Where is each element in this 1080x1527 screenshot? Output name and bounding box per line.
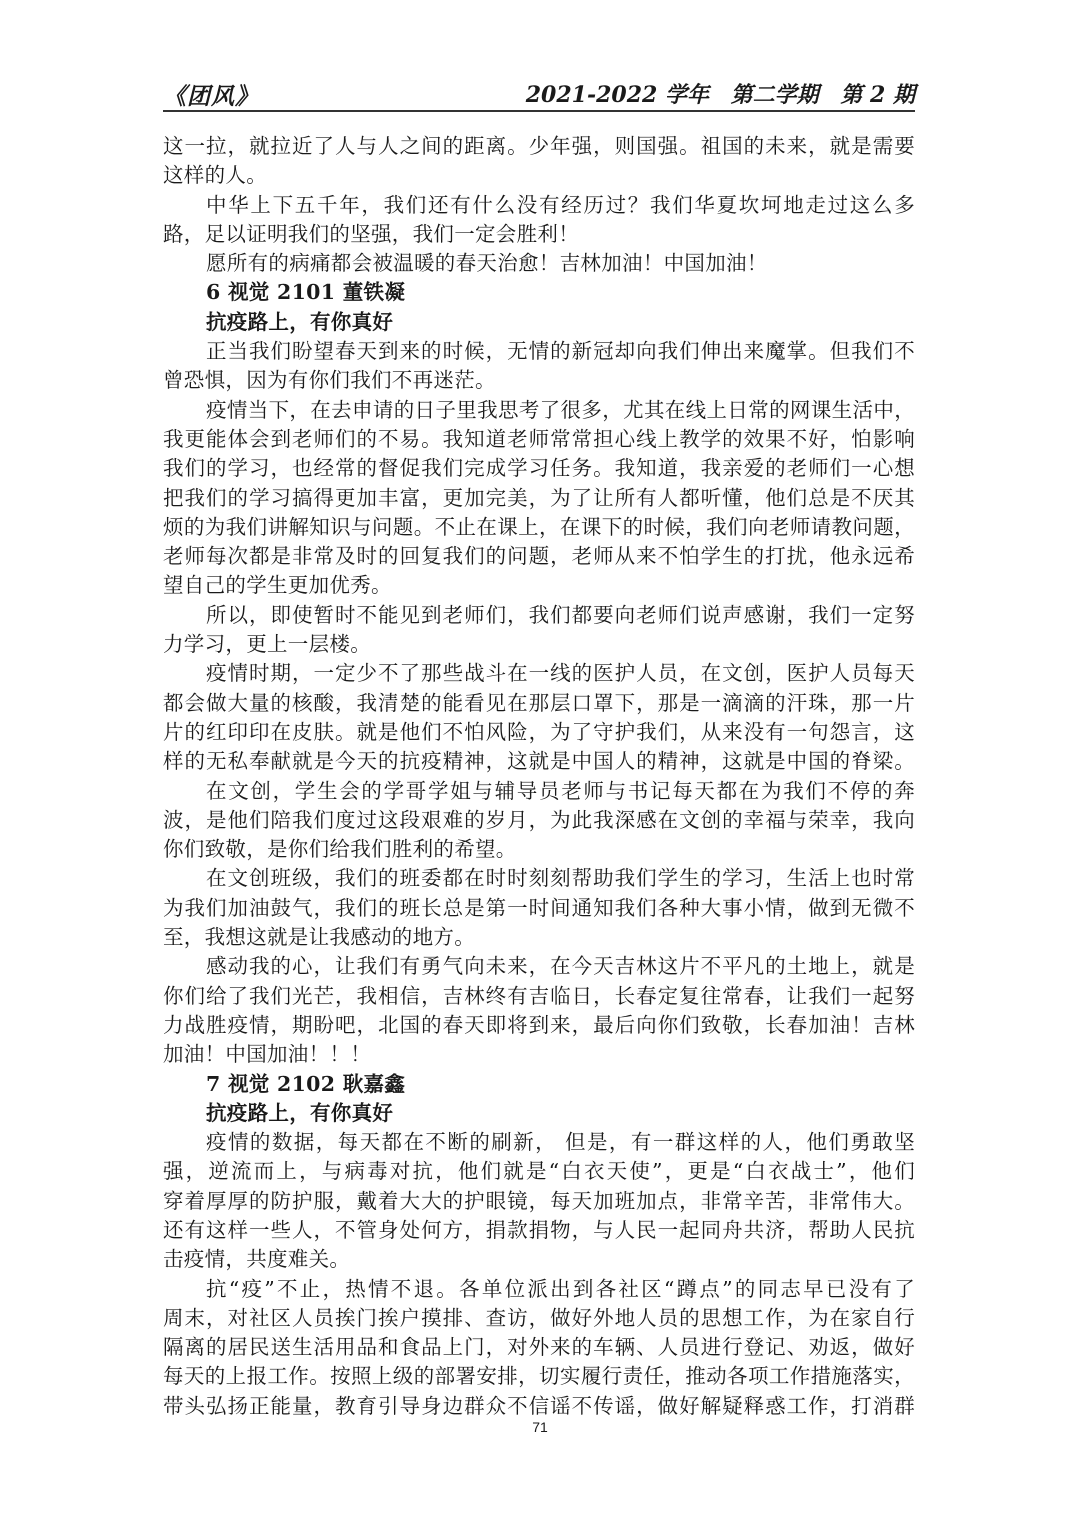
text-line: 每天的上报工作。按照上级的部署安排，切实履行责任，推动各项工作措施落实， [163, 1364, 915, 1389]
text-line: 这样的人。 [163, 163, 267, 188]
section-heading: 抗疫路上，有你真好 [206, 1100, 394, 1125]
text-line: 都会做大量的核酸，我清楚的能看见在那层口罩下，那是一滴滴的汗珠，那一片 [163, 690, 915, 715]
issue-info [512, 78, 915, 109]
text-line: 烦的为我们讲解知识与问题。不止在课上，在课下的时候，我们向老师请教问题， [163, 514, 915, 539]
text-line: 在文创班级，我们的班委都在时时刻刻帮助我们学生的学习，生活上也时常 [206, 866, 915, 891]
text-line: 力学习，更上一层楼。 [163, 632, 371, 657]
text-line: 望自己的学生更加优秀。 [163, 573, 392, 598]
journal-title: 《团风》 [163, 83, 259, 110]
text-line: 为我们加油鼓气，我们的班长总是第一时间通知我们各种大事小情，做到无微不 [163, 895, 915, 920]
text-line: 疫情时期，一定少不了那些战斗在一线的医护人员，在文创，医护人员每天 [206, 661, 915, 686]
text-line: 正当我们盼望春天到来的时候，无情的新冠却向我们伸出来魔掌。但我们不 [206, 339, 915, 364]
text-line: 把我们的学习搞得更加丰富，更加完美，为了让所有人都听懂，他们总是不厌其 [163, 485, 915, 510]
text-line: 你们给了我们光芒，我相信，吉林终有吉临日，长春定复往常春，让我们一起努 [163, 983, 915, 1008]
text-line: 老师每次都是非常及时的回复我们的问题，老师从来不怕学生的打扰，他永远希 [163, 544, 915, 569]
text-line: 疫情的数据，每天都在不断的刷新， 但是，有一群这样的人，他们勇敢坚 [206, 1130, 915, 1155]
text-line: 周末，对社区人员挨门挨户摸排、查访，做好外地人员的思想工作，为在家自行 [163, 1305, 915, 1330]
text-line: 加油！中国加油！！！ [163, 1042, 371, 1067]
text-line: 至，我想这就是让我感动的地方。 [163, 925, 475, 950]
text-line: 穿着厚厚的防护服，戴着大大的护眼镜，每天加班加点，非常辛苦，非常伟大。 [163, 1188, 915, 1213]
page-header [163, 74, 915, 112]
text-line: 路，足以证明我们的坚强，我们一定会胜利！ [163, 221, 579, 246]
text-line: 感动我的心，让我们有勇气向未来，在今天吉林这片不平凡的土地上，就是 [206, 954, 915, 979]
section-heading: 7 视觉 2102 耿嘉鑫 [206, 1071, 406, 1096]
text-line: 抗“疫”不止，热情不退。各单位派出到各社区“蹲点”的同志早已没有了 [206, 1276, 915, 1301]
issue-number: 第 2 期 [840, 82, 915, 108]
text-line: 力战胜疫情，期盼吧，北国的春天即将到来，最后向你们致敬，长春加油！吉林 [163, 1012, 915, 1037]
text-line: 还有这样一些人，不管身处何方，捐款捐物，与人民一起同舟共济，帮助人民抗 [163, 1217, 915, 1242]
academic-year: 2021-2022 学年 [525, 82, 709, 108]
text-line: 强，逆流而上，与病毒对抗，他们就是“白衣天使”，更是“白衣战士”，他们 [163, 1159, 915, 1184]
text-line: 隔离的居民送生活用品和食品上门，对外来的车辆、人员进行登记、劝返，做好 [163, 1335, 915, 1360]
text-line: 曾恐惧，因为有你们我们不再迷茫。 [163, 368, 496, 393]
text-line: 样的无私奉献就是今天的抗疫精神，这就是中国人的精神，这就是中国的脊梁。 [163, 749, 915, 774]
text-line: 在文创，学生会的学哥学姐与辅导员老师与书记每天都在为我们不停的奔 [206, 778, 915, 803]
text-line: 这一拉，就拉近了人与人之间的距离。少年强，则国强。祖国的未来，就是需要 [163, 134, 915, 158]
text-line: 疫情当下，在去申请的日子里我思考了很多，尤其在线上日常的网课生活中， [206, 397, 915, 422]
text-line: 击疫情，共度难关。 [163, 1247, 351, 1272]
text-line: 我们的学习，也经常的督促我们完成学习任务。我知道，我亲爱的老师们一心想 [163, 456, 915, 481]
text-line: 片的红印印在皮肤。就是他们不怕风险，为了守护我们，从来没有一句怨言，这 [163, 719, 915, 744]
section-heading: 抗疫路上，有你真好 [206, 309, 394, 334]
text-line: 波，是他们陪我们度过这段艰难的岁月，为此我深感在文创的幸福与荣幸，我向 [163, 807, 915, 832]
semester: 第二学期 [730, 82, 819, 108]
text-line: 所以，即使暂时不能见到老师们，我们都要向老师们说声感谢，我们一定努 [206, 602, 915, 627]
text-line: 中华上下五千年，我们还有什么没有经历过？我们华夏坎坷地走过这么多 [206, 192, 915, 217]
text-line: 带头弘扬正能量，教育引导身边群众不信谣不传谣，做好解疑释惑工作，打消群 [163, 1393, 915, 1418]
text-line: 我更能体会到老师们的不易。我知道老师常常担心线上教学的效果不好，怕影响 [163, 426, 915, 451]
text-line: 愿所有的病痛都会被温暖的春天治愈！吉林加油！中国加油！ [206, 251, 768, 276]
page-number: 71 [532, 1419, 548, 1435]
section-heading: 6 视觉 2101 董铁凝 [206, 280, 406, 305]
article-body [163, 132, 915, 1421]
text-line: 你们致敬，是你们给我们胜利的希望。 [163, 837, 517, 862]
